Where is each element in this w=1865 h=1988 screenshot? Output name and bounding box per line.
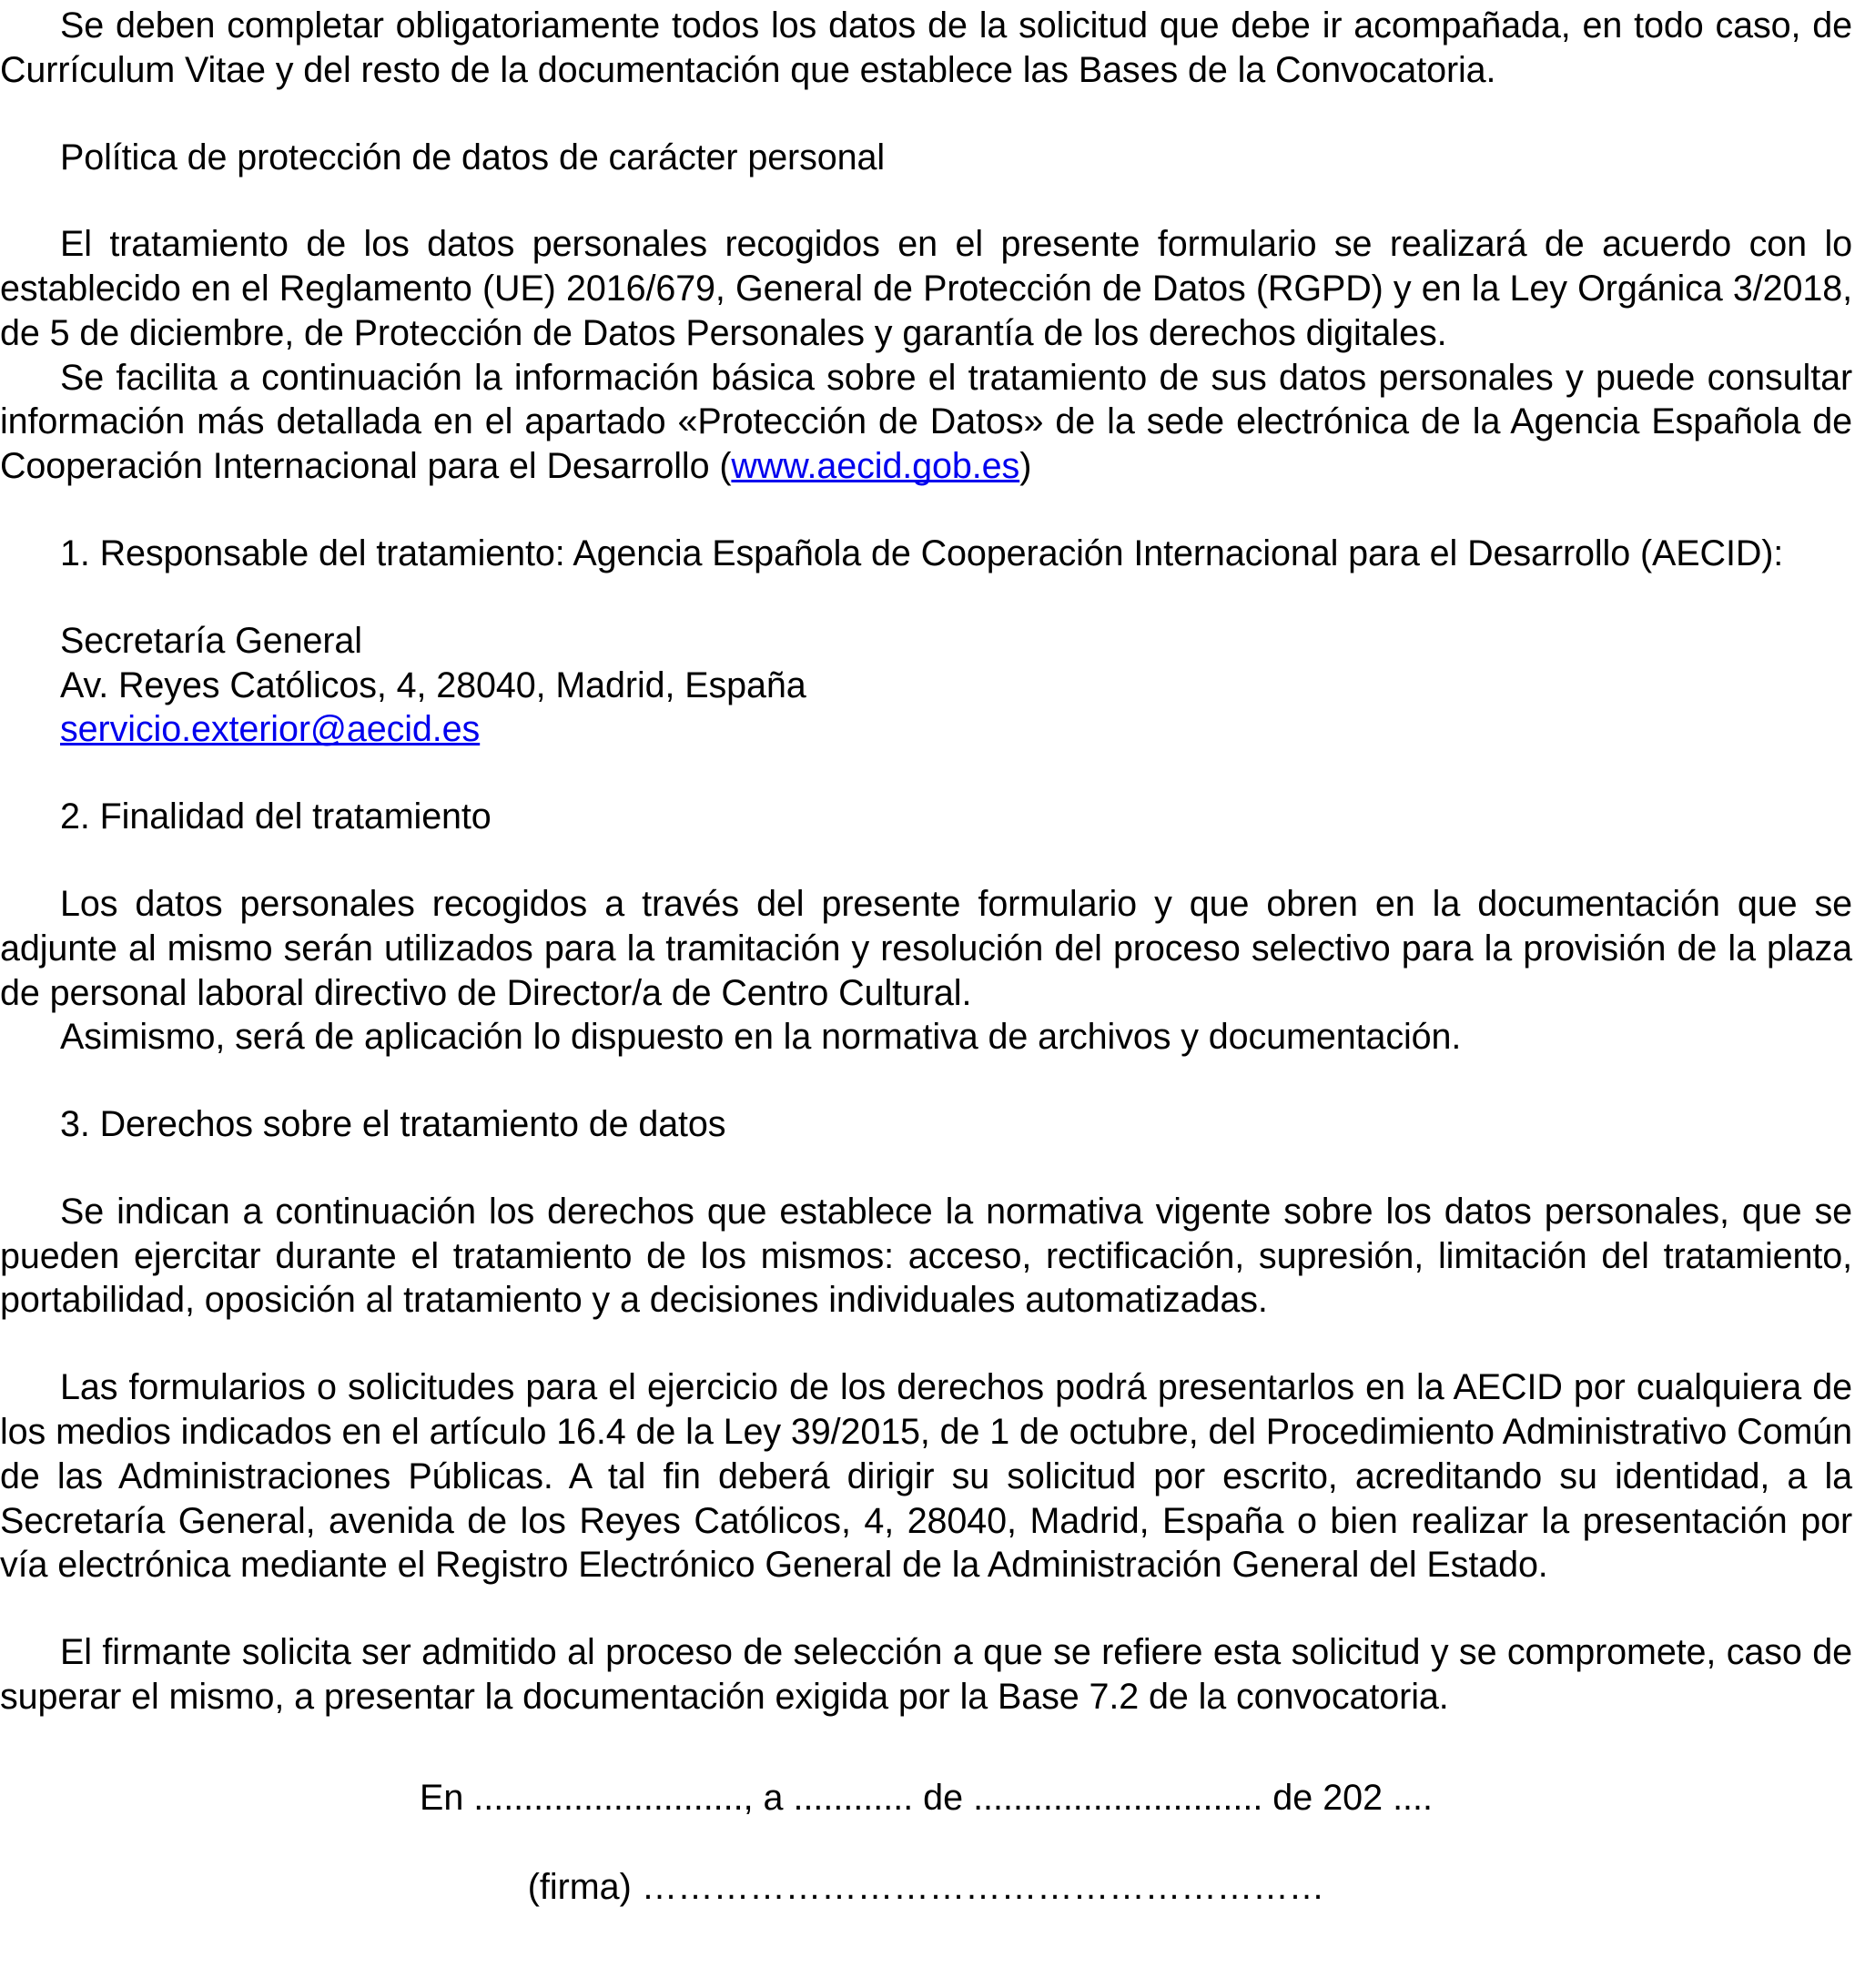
spacer [0,1719,1852,1776]
aecid-website-link[interactable]: www.aecid.gob.es [731,446,1020,487]
section-2-heading: 2. Finalidad del tratamiento [60,796,492,837]
more-info-prefix: Se facilita a continuación la información básica sobre el tratamiento de sus datos personales y puede consultar información más detallada en el apartado «Protección de Datos» de la sede electrónica de la Agencia Española de Cooperación Internacional para el Desarrollo ( [0,357,1852,487]
contact-email-link[interactable]: servicio.exterior@aecid.es [60,709,481,750]
spacer [0,752,1852,795]
signature-fill-line[interactable]: (firma) ………………………………………………… [527,1867,1325,1908]
intro-paragraph: Se deben completar obligatoriamente todos los datos de la solicitud que debe ir acompañada, en todo caso, de Currículum Vitae y del resto de la documentación que establece las Bases de la Convocatoria. [0,5,1852,90]
spacer [0,1323,1852,1365]
treatment-basis-paragraph: El tratamiento de los datos personales recogidos en el presente formulario se realizará de acuerdo con lo establecido en el Reglamento (UE) 2016/679, General de Protección de Datos (RGPD) y en la Ley Orgánica 3/2018, de 5 de diciembre, de Protección de Datos Personales y garantía de los derechos digitales. [0,224,1852,353]
spacer [0,576,1852,619]
section-3-paragraph-2: Las formularios o solicitudes para el ejercicio de los derechos podrá presentarlos en la AECID por cualquiera de los medios indicados en el artículo 16.4 de la Ley 39/2015, de 1 de octubre, del Procedimiento Administrativo Común de las Administraciones Públicas. A tal fin deberá dirigir su solicitud por escrito, acreditando su identidad, a la Secretaría General, avenida de los Reyes Católicos, 4, 28040, Madrid, España o bien realizar la presentación por vía electrónica mediante el Registro Electrónico General de la Administración General del Estado. [0,1367,1852,1586]
section-3-paragraph: Se indican a continuación los derechos que establece la normativa vigente sobre los datos personales, que se pueden ejercitar durante el tratamiento de los mismos: acceso, rectificación, supresión, limitación del tratamiento, portabilidad, oposición al tratamiento y a decisiones individuales automatizadas. [0,1191,1852,1321]
address-email-line [0,707,1852,752]
section-1-heading: 1. Responsable del tratamiento: Agencia Española de Cooperación Internacional para el Desarrollo (AECID): [60,533,1784,574]
spacer [0,1587,1852,1630]
policy-heading: Política de protección de datos de carácter personal [60,137,886,178]
spacer [0,1820,1852,1865]
section-2-paragraph: Los datos personales recogidos a través del presente formulario y que obren en la documentación que se adjunte al mismo serán utilizados para la tramitación y resolución del proceso selectivo para la provisión de la plaza de personal laboral directivo de Director/a de Centro Cultural. [0,883,1852,1013]
section-3-heading: 3. Derechos sobre el tratamiento de datos [60,1104,726,1145]
spacer [0,839,1852,882]
section-2-paragraph-2: Asimismo, será de aplicación lo dispuesto en la normativa de archivos y documentación. [60,1017,1462,1058]
more-info-paragraph [0,356,1852,489]
spacer [0,179,1852,222]
address-organization: Secretaría General [60,620,362,661]
spacer [0,489,1852,532]
spacer [0,93,1852,136]
more-info-suffix: ) [1019,446,1032,487]
date-fill-line[interactable]: En ..........................., a ............ de ............................. de 202 .... [420,1777,1433,1818]
address-street: Av. Reyes Católicos, 4, 28040, Madrid, España [60,664,806,705]
spacer [0,1060,1852,1102]
declaration-paragraph: El firmante solicita ser admitido al proceso de selección a que se refiere esta solicitud y se compromete, caso de superar el mismo, a presentar la documentación exigida por la Base 7.2 de la convocatoria. [0,1632,1852,1717]
spacer [0,1147,1852,1190]
